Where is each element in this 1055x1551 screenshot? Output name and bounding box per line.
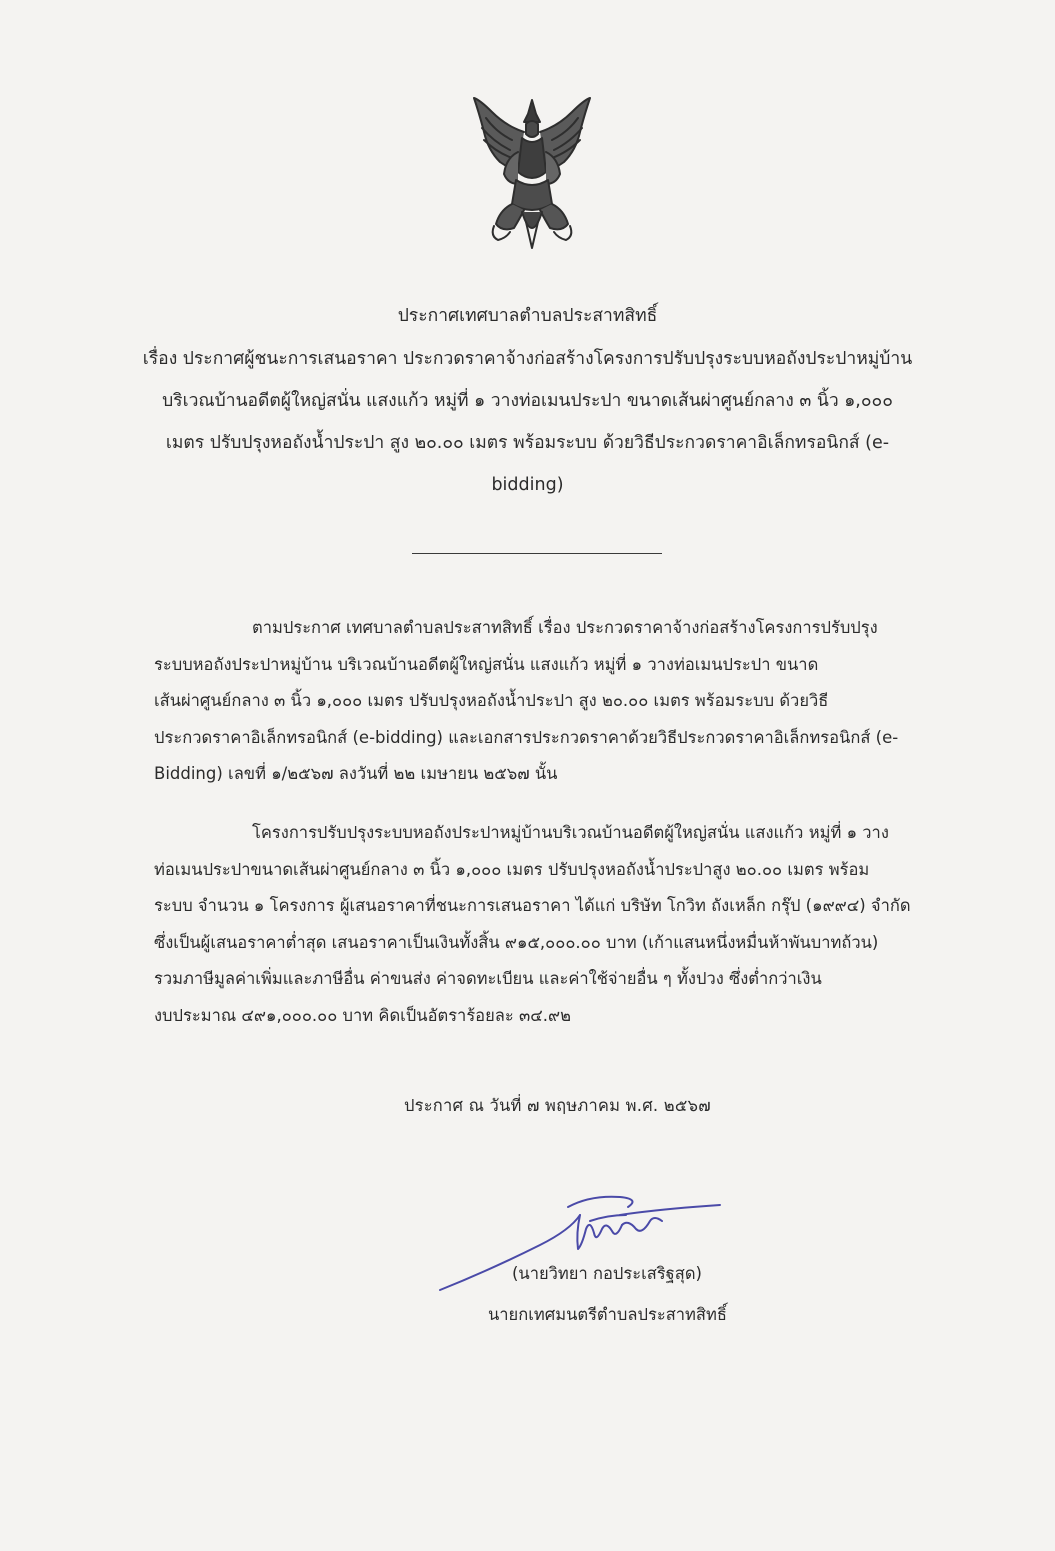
announcement-subject [100, 338, 955, 506]
body-line: ระบบหอถังประปาหมู่บ้าน บริเวณบ้านอดีตผู้ใหญ่สนั่น แสงแก้ว หมู่ที่ ๑ วางท่อเมนประปา ขนาด [154, 654, 819, 674]
body-line: ประกวดราคาอิเล็กทรอนิกส์ (e-bidding) และเอกสารประกวดราคาด้วยวิธีประกวดราคาอิเล็กทรอนิกส์ (e- [154, 727, 899, 747]
body-line: ตามประกาศ เทศบาลตำบลประสาทสิทธิ์ เรื่อง ประกวดราคาจ้างก่อสร้างโครงการปรับปรุง [252, 618, 878, 637]
subject-line: เรื่อง ประกาศผู้ชนะการเสนอราคา ประกวดราคาจ้างก่อสร้างโครงการปรับปรุงระบบหอถังประปาหมู่บ้าน [142, 349, 913, 369]
body-paragraph-reference [154, 610, 954, 793]
body-line: Bidding) เลขที่ ๑/๒๕๖๗ ลงวันที่ ๒๒ เมษายน ๒๕๖๗ นั้น [154, 764, 558, 783]
body-line: ระบบ จำนวน ๑ โครงการ ผู้เสนอราคาที่ชนะการเสนอราคา ได้แก่ บริษัท โกวิท ถังเหล็ก กรุ๊ป (๑๙๙๔) จำกัด [154, 896, 911, 915]
body-line: ซึ่งเป็นผู้เสนอราคาต่ำสุด เสนอราคาเป็นเงินทั้งสิ้น ๙๑๕,๐๐๐.๐๐ บาท (เก้าแสนหนึ่งหมื่นห้าพันบาทถ้วน) [154, 932, 879, 952]
body-paragraph-winner [154, 815, 954, 1034]
announcement-date: ประกาศ ณ วันที่ ๗ พฤษภาคม พ.ศ. ๒๕๖๗ [404, 1096, 711, 1115]
garuda-emblem-icon [466, 92, 598, 254]
signer-position: นายกเทศมนตรีตำบลประสาทสิทธิ์ [488, 1305, 727, 1324]
body-line: รวมภาษีมูลค่าเพิ่มและภาษีอื่น ค่าขนส่ง ค่าจดทะเบียน และค่าใช้จ่ายอื่น ๆ ทั้งปวง ซึ่งต่ำกว่าเงิน [154, 969, 822, 988]
subject-line: bidding) [491, 475, 564, 495]
body-line: โครงการปรับปรุงระบบหอถังประปาหมู่บ้านบริเวณบ้านอดีตผู้ใหญ่สนั่น แสงแก้ว หมู่ที่ ๑ วาง [252, 823, 889, 842]
announcement-title: ประกาศเทศบาลตำบลประสาทสิทธิ์ [397, 306, 658, 326]
body-line: ท่อเมนประปาขนาดเส้นผ่าศูนย์กลาง ๓ นิ้ว ๑,๐๐๐ เมตร ปรับปรุงหอถังน้ำประปาสูง ๒๐.๐๐ เมตร พร้อม [154, 859, 870, 879]
body-line: งบประมาณ ๔๙๑,๐๐๐.๐๐ บาท คิดเป็นอัตราร้อยละ ๓๔.๙๒ [154, 1005, 571, 1025]
subject-line: เมตร ปรับปรุงหอถังน้ำประปา สูง ๒๐.๐๐ เมตร พร้อมระบบ ด้วยวิธีประกวดราคาอิเล็กทรอนิกส์ (e- [165, 433, 890, 453]
subject-line: บริเวณบ้านอดีตผู้ใหญ่สนั่น แสงแก้ว หมู่ที่ ๑ วางท่อเมนประปา ขนาดเส้นผ่าศูนย์กลาง ๓ นิ้ว ๑,๐๐๐ [162, 391, 893, 411]
signer-name: (นายวิทยา กอประเสริฐสุด) [512, 1264, 702, 1283]
header-divider [412, 553, 662, 554]
body-line: เส้นผ่าศูนย์กลาง ๓ นิ้ว ๑,๐๐๐ เมตร ปรับปรุงหอถังน้ำประปา สูง ๒๐.๐๐ เมตร พร้อมระบบ ด้วยวิธี [154, 691, 829, 710]
